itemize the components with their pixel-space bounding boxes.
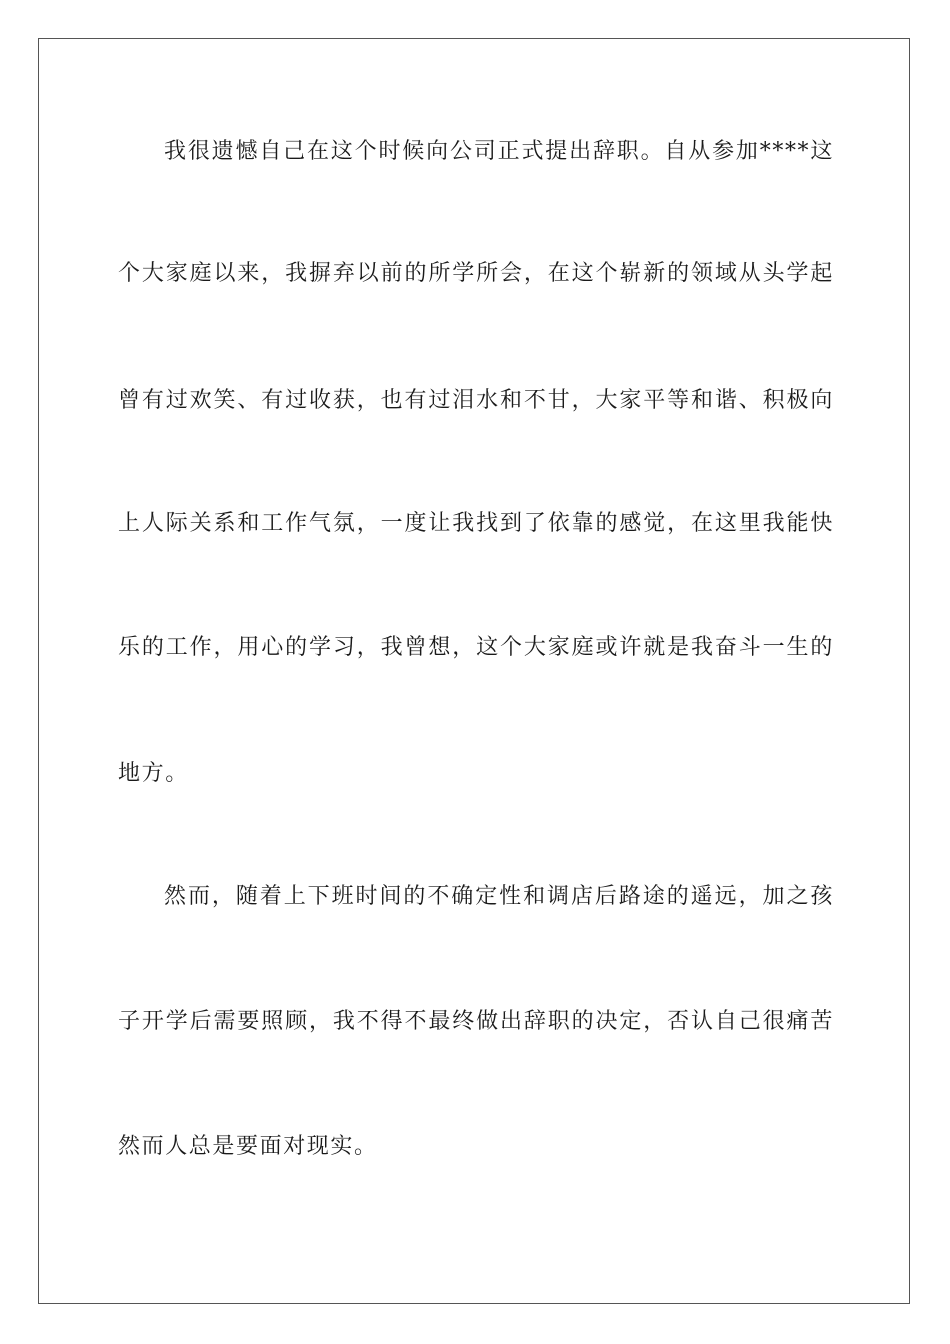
paragraph-1-line-5: 乐的工作，用心的学习，我曾想，这个大家庭或许就是我奋斗一生的 — [118, 635, 834, 660]
paragraph-1-line-3: 曾有过欢笑、有过收获，也有过泪水和不甘，大家平等和谐、积极向 — [118, 388, 834, 413]
paragraph-1-line-4: 上人际关系和工作气氛，一度让我找到了依靠的感觉，在这里我能快 — [118, 511, 834, 536]
paragraph-2-line-1: 然而，随着上下班时间的不确定性和调店后路途的遥远，加之孩 — [164, 884, 834, 909]
paragraph-2-line-3: 然而人总是要面对现实。 — [118, 1134, 378, 1159]
paragraph-2-line-2: 子开学后需要照顾，我不得不最终做出辞职的决定，否认自己很痛苦 — [118, 1009, 834, 1034]
paragraph-1-line-1: 我很遗憾自己在这个时候向公司正式提出辞职。自从参加****这 — [164, 139, 834, 164]
page-frame — [38, 38, 910, 1304]
paragraph-1-line-6: 地方。 — [118, 761, 189, 786]
paragraph-1-line-2: 个大家庭以来，我摒弃以前的所学所会，在这个崭新的领域从头学起 — [118, 261, 834, 286]
